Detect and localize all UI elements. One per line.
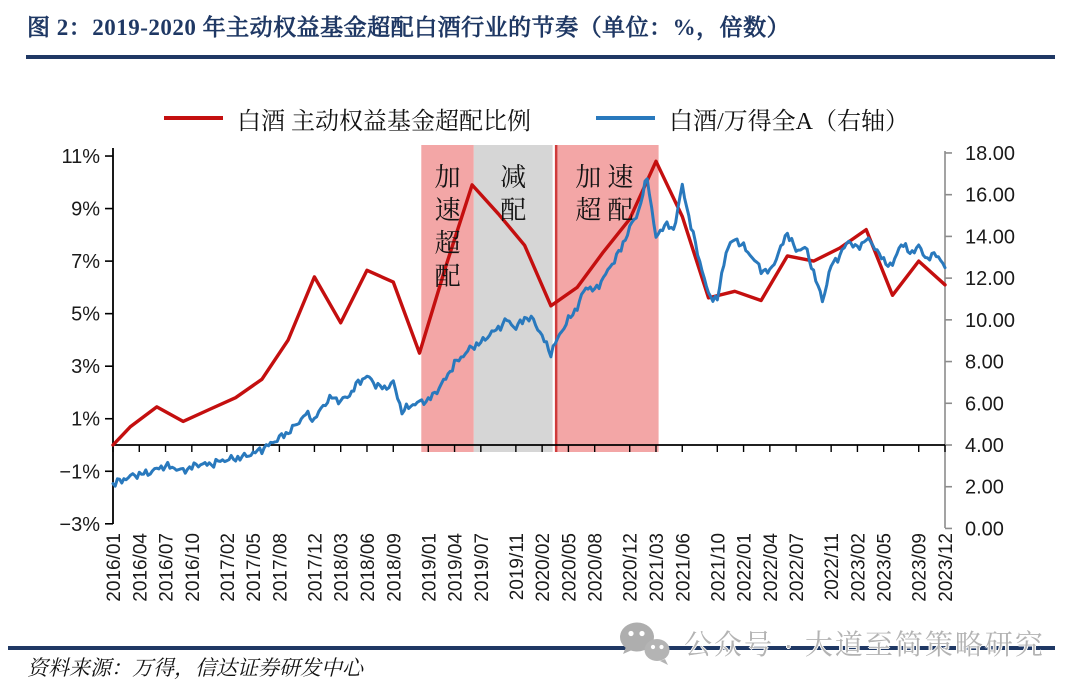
x-tick-label: 2021/10 (708, 533, 730, 602)
x-tick-label: 2020/05 (559, 533, 581, 602)
right-tick-label: 8.00 (965, 351, 1004, 374)
right-tick-label: 0.00 (965, 518, 1004, 541)
x-tick-label: 2019/01 (419, 533, 441, 602)
x-tick-label: 2022/11 (822, 533, 844, 601)
x-tick-label: 2019/11 (506, 533, 528, 601)
right-tick-label: 6.00 (965, 393, 1004, 416)
watermark (616, 620, 1045, 666)
left-tick-label: −1% (59, 461, 100, 484)
x-tick-label: 2019/07 (471, 533, 493, 602)
legend-label: 白酒 主动权益基金超配比例 (237, 108, 531, 135)
region-annotation: 加速 (575, 163, 640, 192)
left-tick-label: 1% (71, 408, 100, 431)
x-tick-label: 2016/07 (156, 533, 178, 602)
x-tick-label: 2016/10 (182, 533, 204, 602)
right-tick-label: 4.00 (965, 435, 1004, 457)
figure-title: 图 2：2019-2020 年主动权益基金超配白酒行业的节奏（单位：%，倍数） (27, 15, 791, 40)
watermark-text: 公众号 · 大道至简策略研究 (684, 629, 1045, 660)
x-tick-label: 2020/02 (533, 533, 555, 602)
right-tick-label: 2.00 (965, 476, 1004, 499)
x-tick-label: 2016/01 (104, 533, 125, 602)
left-tick-label: −3% (59, 513, 100, 536)
source-note: 资料来源：万得，信达证券研发中心 (27, 656, 363, 680)
left-tick-label: 7% (71, 251, 100, 274)
region-annotation: 超配 (575, 196, 640, 225)
x-tick-label: 2018/09 (384, 533, 406, 602)
x-tick-label: 2018/03 (331, 533, 353, 602)
wechat-icon (616, 620, 674, 666)
legend-label: 白酒/万得全A（右轴） (669, 108, 909, 135)
x-tick-label: 2017/05 (244, 533, 266, 602)
x-tick-label: 2023/05 (874, 533, 896, 602)
x-tick-label: 2023/09 (909, 533, 931, 602)
x-tick-label: 2022/01 (734, 533, 756, 602)
x-tick-label: 2017/02 (217, 533, 239, 602)
x-tick-label: 2018/06 (358, 533, 379, 602)
x-tick-label: 2020/12 (620, 533, 642, 602)
region-annotation: 加 (434, 163, 461, 192)
x-tick-label: 2021/06 (673, 533, 695, 602)
x-tick-label: 2017/12 (305, 533, 327, 602)
x-tick-label: 2017/08 (270, 533, 292, 602)
right-tick-label: 18.00 (965, 142, 1016, 165)
region-annotation: 速 (434, 196, 461, 225)
right-tick-label: 10.00 (965, 309, 1016, 332)
x-tick-label: 2021/03 (647, 533, 668, 602)
left-tick-label: 9% (71, 198, 100, 221)
x-tick-label: 2022/07 (787, 533, 809, 602)
right-tick-label: 14.00 (965, 226, 1016, 249)
x-tick-label: 2023/02 (848, 533, 870, 602)
left-tick-label: 3% (71, 356, 100, 379)
x-tick-label: 2019/04 (445, 533, 467, 602)
right-tick-label: 12.00 (965, 268, 1016, 291)
x-tick-label: 2022/04 (760, 533, 782, 602)
x-tick-label: 2023/12 (936, 533, 957, 602)
right-tick-label: 16.00 (965, 184, 1016, 207)
x-tick-label: 2020/08 (585, 533, 607, 602)
left-tick-label: 11% (61, 146, 100, 169)
x-tick-label: 2016/04 (130, 533, 152, 602)
region-annotation: 配 (434, 262, 461, 291)
region-annotation: 超 (434, 229, 461, 258)
region-annotation: 减 (500, 163, 527, 192)
region-annotation: 配 (500, 196, 527, 225)
left-tick-label: 5% (71, 303, 100, 326)
